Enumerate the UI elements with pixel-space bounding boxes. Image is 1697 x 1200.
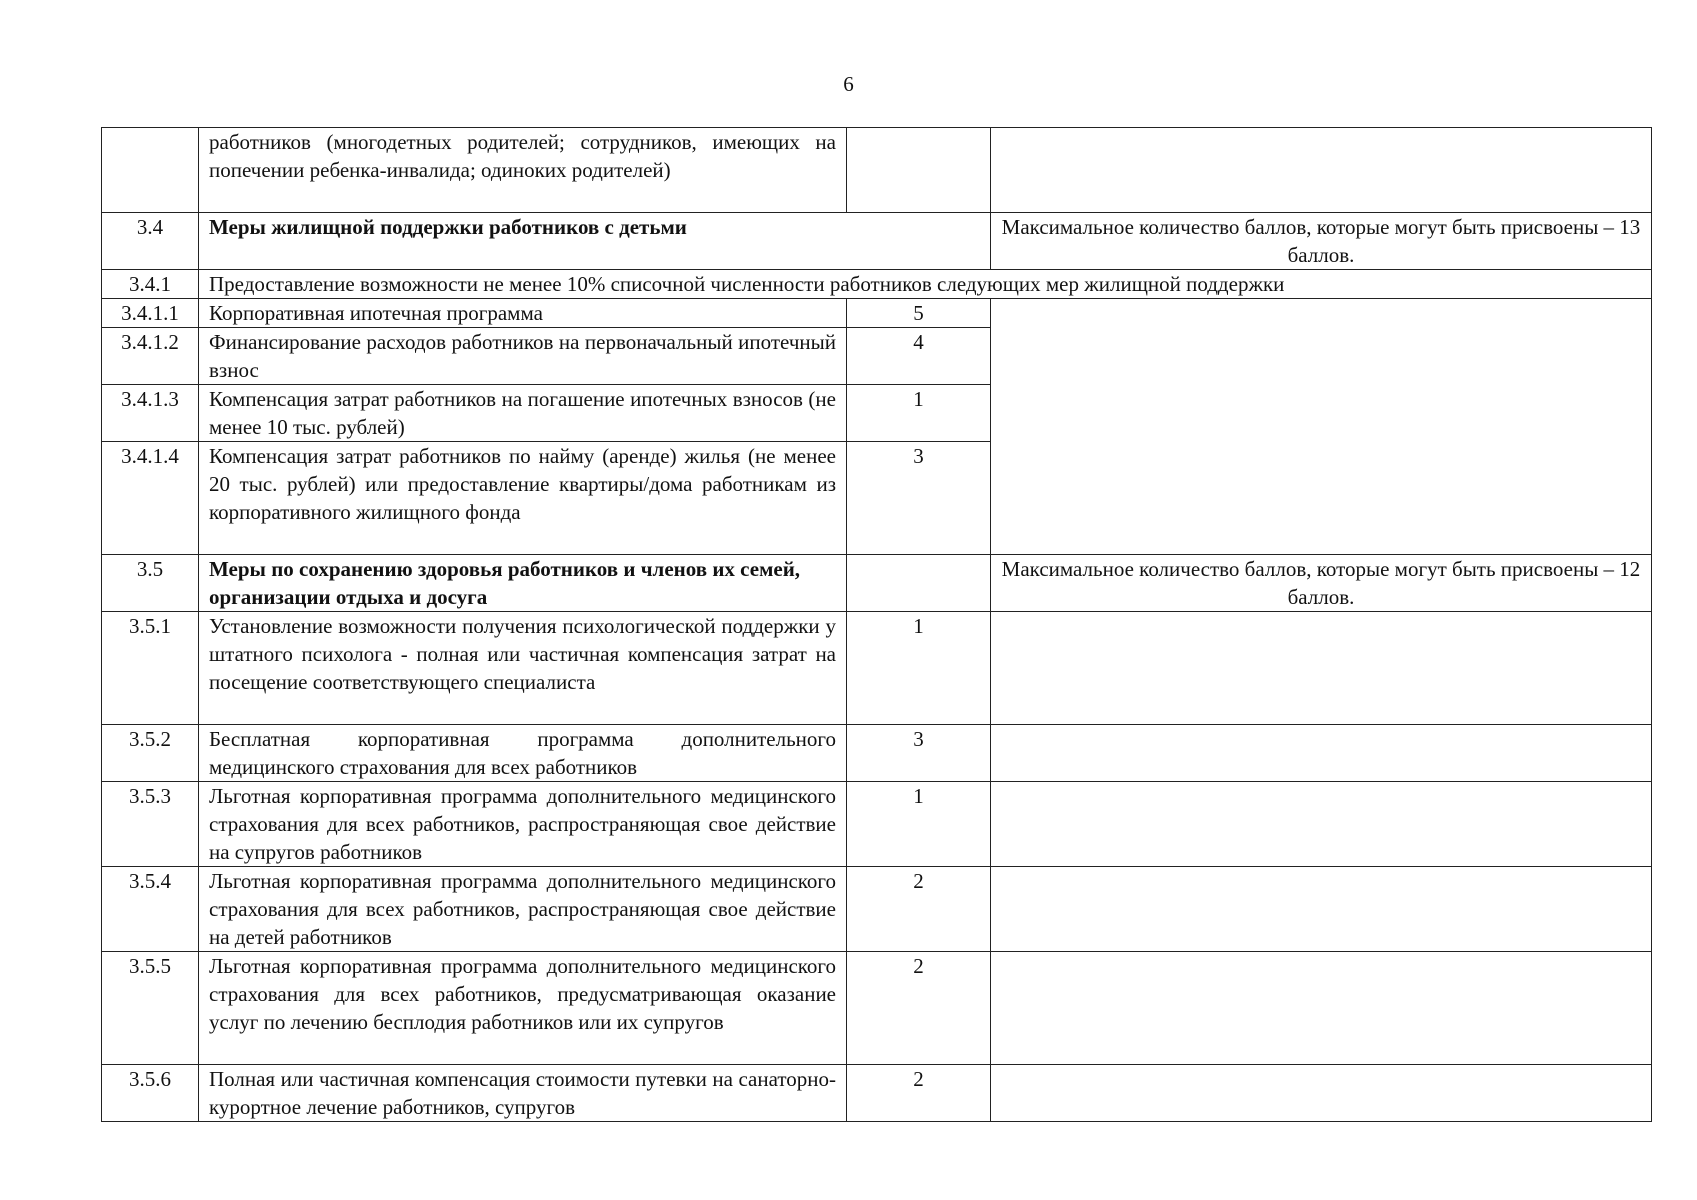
row-note (991, 782, 1652, 867)
section-title: Меры жилищной поддержки работников с детьми (199, 213, 991, 270)
row-description: Полная или частичная компенсация стоимости путевки на санаторно-курортное лечение работников, супругов (199, 1065, 847, 1122)
row-score: 2 (847, 952, 991, 1065)
table-row (102, 128, 1652, 213)
row-note (991, 1065, 1652, 1122)
row-number: 3.4.1.2 (102, 328, 199, 385)
row-number: 3.5.4 (102, 867, 199, 952)
row-note (991, 128, 1652, 213)
row-description: Льготная корпоративная программа дополнительного медицинского страхования для всех работников, распространяющая свое действие на детей работников (199, 867, 847, 952)
row-description: Финансирование расходов работников на первоначальный ипотечный взнос (199, 328, 847, 385)
row-number: 3.5.5 (102, 952, 199, 1065)
row-score: 1 (847, 612, 991, 725)
row-description: Бесплатная корпоративная программа дополнительного медицинского страхования для всех работников (199, 725, 847, 782)
row-score: 1 (847, 782, 991, 867)
row-number: 3.5.2 (102, 725, 199, 782)
table-row (102, 952, 1652, 1065)
row-score (847, 555, 991, 612)
row-score (847, 128, 991, 213)
table-row (102, 270, 1652, 299)
row-number: 3.5 (102, 555, 199, 612)
table-row (102, 725, 1652, 782)
table-row (102, 782, 1652, 867)
row-number: 3.5.1 (102, 612, 199, 725)
row-number: 3.4.1 (102, 270, 199, 299)
row-score: 1 (847, 385, 991, 442)
row-number: 3.4.1.3 (102, 385, 199, 442)
row-note (991, 952, 1652, 1065)
row-description: Установление возможности получения психологической поддержки у штатного психолога - полная или частичная компенсация затрат на посещение соответствующего специалиста (199, 612, 847, 725)
table-row (102, 612, 1652, 725)
criteria-table (101, 127, 1652, 1122)
row-number (102, 128, 199, 213)
row-note (991, 725, 1652, 782)
row-score: 2 (847, 1065, 991, 1122)
max-score-note: Максимальное количество баллов, которые могут быть присвоены – 13 баллов. (991, 213, 1652, 270)
page-number: 6 (843, 72, 854, 96)
section-row (102, 555, 1652, 612)
row-description: Льготная корпоративная программа дополнительного медицинского страхования для всех работников, предусматривающая оказание услуг по лечению бесплодия работников или их супругов (199, 952, 847, 1065)
table-row (102, 299, 1652, 328)
row-number: 3.5.6 (102, 1065, 199, 1122)
table-row (102, 867, 1652, 952)
row-score: 3 (847, 725, 991, 782)
table-row (102, 1065, 1652, 1122)
row-score: 3 (847, 442, 991, 555)
row-number: 3.5.3 (102, 782, 199, 867)
row-note (991, 299, 1652, 555)
row-description: Компенсация затрат работников по найму (аренде) жилья (не менее 20 тыс. рублей) или предоставление квартиры/дома работникам из корпоративного жилищного фонда (199, 442, 847, 555)
row-note (991, 612, 1652, 725)
max-score-note: Максимальное количество баллов, которые могут быть присвоены – 12 баллов. (991, 555, 1652, 612)
row-description: работников (многодетных родителей; сотрудников, имеющих на попечении ребенка-инвалида; одиноких родителей) (199, 128, 847, 213)
row-score: 4 (847, 328, 991, 385)
row-number: 3.4.1.4 (102, 442, 199, 555)
row-number: 3.4.1.1 (102, 299, 199, 328)
section-row (102, 213, 1652, 270)
section-title: Меры по сохранению здоровья работников и членов их семей, организации отдыха и досуга (199, 555, 847, 612)
row-number: 3.4 (102, 213, 199, 270)
row-score: 2 (847, 867, 991, 952)
row-score: 5 (847, 299, 991, 328)
row-description: Льготная корпоративная программа дополнительного медицинского страхования для всех работников, распространяющая свое действие на супругов работников (199, 782, 847, 867)
row-description: Предоставление возможности не менее 10% списочной численности работников следующих мер жилищной поддержки (199, 270, 1652, 299)
row-description: Компенсация затрат работников на погашение ипотечных взносов (не менее 10 тыс. рублей) (199, 385, 847, 442)
row-note (991, 867, 1652, 952)
row-description: Корпоративная ипотечная программа (199, 299, 847, 328)
